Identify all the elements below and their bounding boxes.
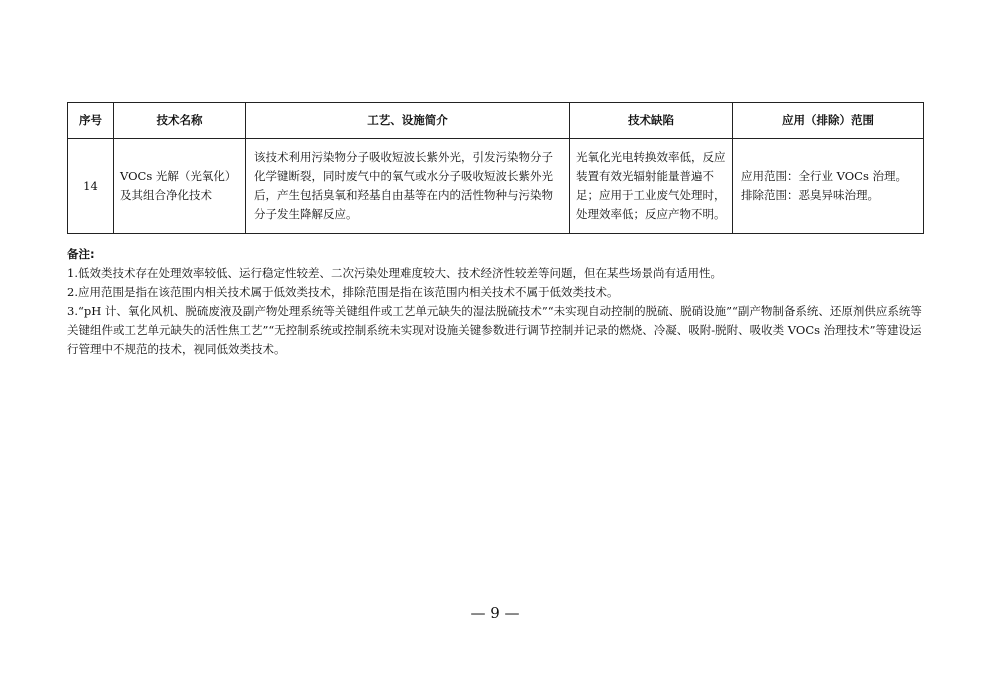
note-item-2: 2.应用范围是指在该范围内相关技术属于低效类技术，排除范围是指在该范围内相关技术不属于低效类技术。 [67, 285, 619, 299]
table-row [68, 139, 924, 234]
scope-apply: 应用范围：全行业 VOCs 治理。 [741, 169, 908, 183]
header-index: 序号 [68, 103, 114, 139]
header-tech-name: 技术名称 [114, 103, 246, 139]
page-number: — 9 — [470, 604, 520, 622]
note-item-1: 1.低效类技术存在处理效率较低、运行稳定性较差、二次污染处理难度较大、技术经济性较差等问题，但在某些场景尚有适用性。 [67, 266, 722, 280]
cell-scope [733, 139, 924, 234]
scope-exclude: 排除范围：恶臭异味治理。 [741, 188, 879, 202]
notes-section [67, 245, 927, 359]
header-scope: 应用（排除）范围 [733, 103, 924, 139]
header-process: 工艺、设施简介 [246, 103, 570, 139]
notes-title: 备注: [67, 247, 95, 261]
cell-defect: 光氧化光电转换效率低，反应装置有效光辐射能量普遍不足；应用于工业废气处理时，处理效率低；反应产物不明。 [570, 139, 733, 234]
cell-tech-name: VOCs 光解（光氧化）及其组合净化技术 [114, 139, 246, 234]
table-header-row [68, 103, 924, 139]
header-defect: 技术缺陷 [570, 103, 733, 139]
note-item-3: 3.“pH 计、氧化风机、脱硫废液及副产物处理系统等关键组件或工艺单元缺失的湿法脱硫技术”“未实现自动控制的脱硫、脱硝设施”“副产物制备系统、还原剂供应系统等关键组件或工艺单元缺失的活性焦工艺”“无控制系统或控制系统未实现对设施关键参数进行调节控制并记录的燃烧、冷凝、吸附-脱附、吸收类 VOCs 治理技术”等建设运行管理中不规范的技术，视同低效类技术。 [67, 304, 922, 356]
cell-index: 14 [68, 139, 114, 234]
cell-process: 该技术利用污染物分子吸收短波长紫外光，引发污染物分子化学键断裂，同时废气中的氧气或水分子吸收短波长紫外光后，产生包括臭氧和羟基自由基等在内的活性物种与污染物分子发生降解反应。 [246, 139, 570, 234]
low-efficiency-tech-table [67, 102, 924, 234]
